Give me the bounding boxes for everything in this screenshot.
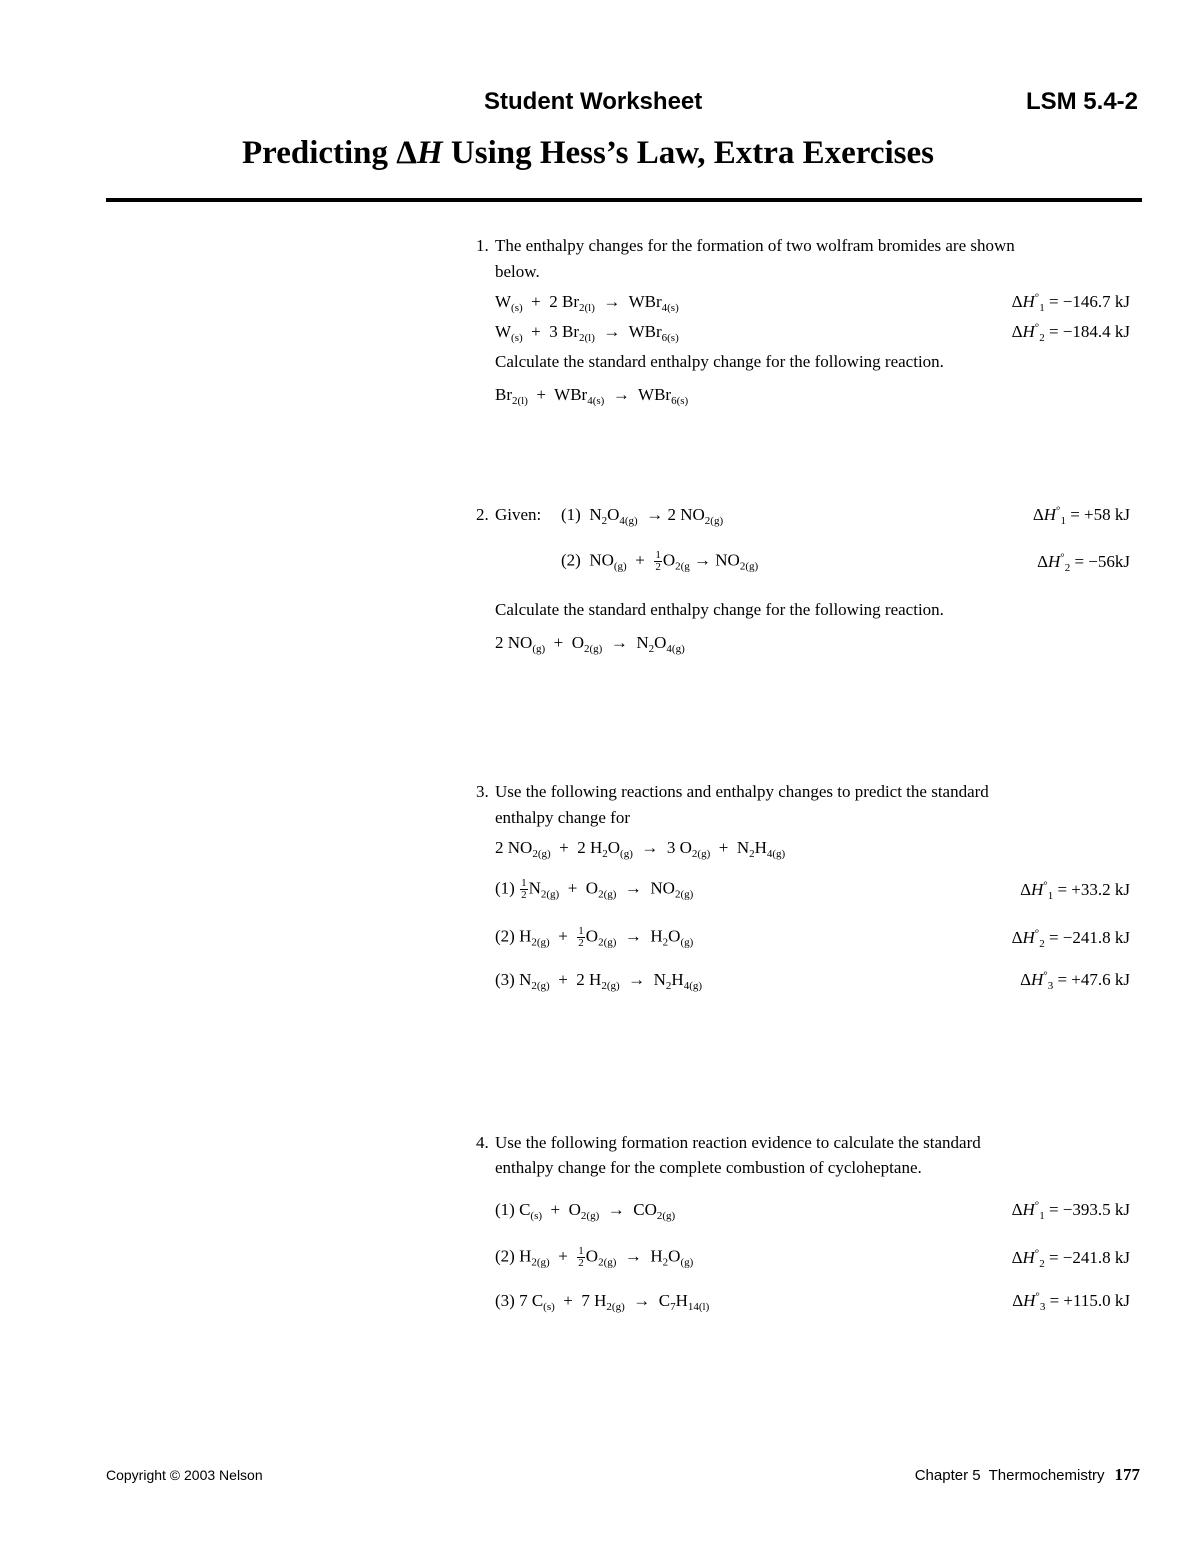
- page-footer: [915, 1465, 1140, 1485]
- question-4-given-dh-2: $\Delta H^\circ_2 = -241.8$ kJ: [1011, 1247, 1130, 1270]
- question-3-given-dh-3: $\Delta H^\circ_3 = +47.6$ kJ: [1020, 969, 1130, 992]
- question-1-prompt: Calculate the standard enthalpy change for the following reaction.: [495, 352, 944, 371]
- question-1-intro-line2: below.: [495, 262, 540, 281]
- question-1-given-eq-2: $W_{(s)} + 3$ $Br_{2(l)} \to WBr_{6(s)}$: [495, 322, 679, 344]
- page-number: 177: [1114, 1465, 1140, 1484]
- question-4-number: 4.: [476, 1133, 489, 1152]
- question-2-given-dh-2: $\Delta H^\circ_2 = -56kJ$: [1037, 551, 1130, 574]
- worksheet-label: Student Worksheet: [484, 88, 703, 115]
- question-4-given-dh-3: $\Delta H^\circ_3 = +115.0$ kJ: [1012, 1290, 1130, 1313]
- question-3-target: 2 $NO_{2(g)} + 2$ $H_2O_{(g)} \to 3$ $O_{2(g)} + N_2H_{4(g)}$: [495, 838, 786, 860]
- question-4-given-eq-1: (1) $C_{(s)} + O_{2(g)} \to CO_{2(g)}$: [495, 1200, 676, 1222]
- question-2-prompt: Calculate the standard enthalpy change for the following reaction.: [495, 600, 944, 619]
- question-2-given-dh-1: $\Delta H^\circ_1 = +58$ kJ: [1032, 504, 1130, 527]
- page-title: Predicting ΔH Using Hess’s Law, Extra Exercises: [242, 135, 934, 171]
- question-3-given-eq-1: (1) $\frac{1}{2}$ $N_{2(g)} + O_{2(g)} \to NO_{2(g)}$: [495, 877, 694, 901]
- question-2-given-label: Given:: [495, 505, 542, 524]
- question-1-given-dh-2: $\Delta H^\circ_2 = -184.4$ kJ: [1011, 321, 1130, 344]
- question-3-number: 3.: [476, 782, 489, 801]
- header-divider: [106, 198, 1142, 202]
- question-4-given-eq-3: (3) 7 $C_{(s)} + 7$ $H_{2(g)} \to C_7H_{14(l)}$: [495, 1291, 710, 1313]
- question-1-number: 1.: [476, 236, 489, 255]
- question-1-given-eq-1: $W_{(s)} + 2$ $Br_{2(l)} \to WBr_{4(s)}$: [495, 292, 679, 314]
- question-3-intro-line2: enthalpy change for: [495, 808, 630, 827]
- question-3-given-dh-2: $\Delta H^\circ_2 = -241.8$ kJ: [1011, 927, 1130, 950]
- question-4-given-dh-1: $\Delta H^\circ_1 = -393.5$ kJ: [1011, 1199, 1130, 1222]
- question-3-given-dh-1: $\Delta H^\circ_1 = +33.2$ kJ: [1020, 879, 1130, 902]
- question-2-number: 2.: [476, 505, 489, 524]
- question-2-given-eq-2: (2) $NO_{(g)}$ + $\frac{1}{2}$ $O_{2(g} \to NO_{2(g)}$: [561, 549, 759, 573]
- worksheet-code: LSM 5.4-2: [1025, 88, 1138, 115]
- question-3-given-eq-2: (2) $H_{2(g)}$ + $\frac{1}{2}$ $O_{2(g)} \to H_2O_{(g)}$: [495, 925, 694, 949]
- chapter-label: Chapter 5 Thermochemistry: [914, 1467, 1105, 1484]
- question-1-intro-line1: The enthalpy changes for the formation of two wolfram bromides are shown: [495, 236, 1015, 255]
- question-1-given-dh-1: $\Delta H^\circ_1 = -146.7$ kJ: [1011, 291, 1130, 314]
- question-4-intro-line2: enthalpy change for the complete combustion of cycloheptane.: [495, 1158, 922, 1177]
- question-4-given-eq-2: (2) $H_{2(g)}$ + $\frac{1}{2}$ $O_{2(g)} \to H_2O_{(g)}$: [495, 1245, 694, 1269]
- copyright-notice: Copyright © 2003 Nelson: [106, 1467, 263, 1483]
- question-2-target: 2 $NO_{(g)} + O_{2(g)} \to N_2O_{4(g)}$: [495, 633, 685, 655]
- question-3-intro-line1: Use the following reactions and enthalpy changes to predict the standard: [495, 782, 989, 801]
- question-3-given-eq-3: (3) $N_{2(g)} + 2$ $H_{2(g)} \to N_2H_{4(g)}$: [495, 970, 703, 992]
- question-4-intro-line1: Use the following formation reaction evidence to calculate the standard: [495, 1133, 981, 1152]
- question-1-target: $Br_{2(l)} + WBr_{4(s)} \to WBr_{6(s)}$: [495, 385, 689, 407]
- question-2-given-eq-1: (1) $N_2O_{4(g)} \to 2$ $NO_{2(g)}$: [561, 505, 724, 527]
